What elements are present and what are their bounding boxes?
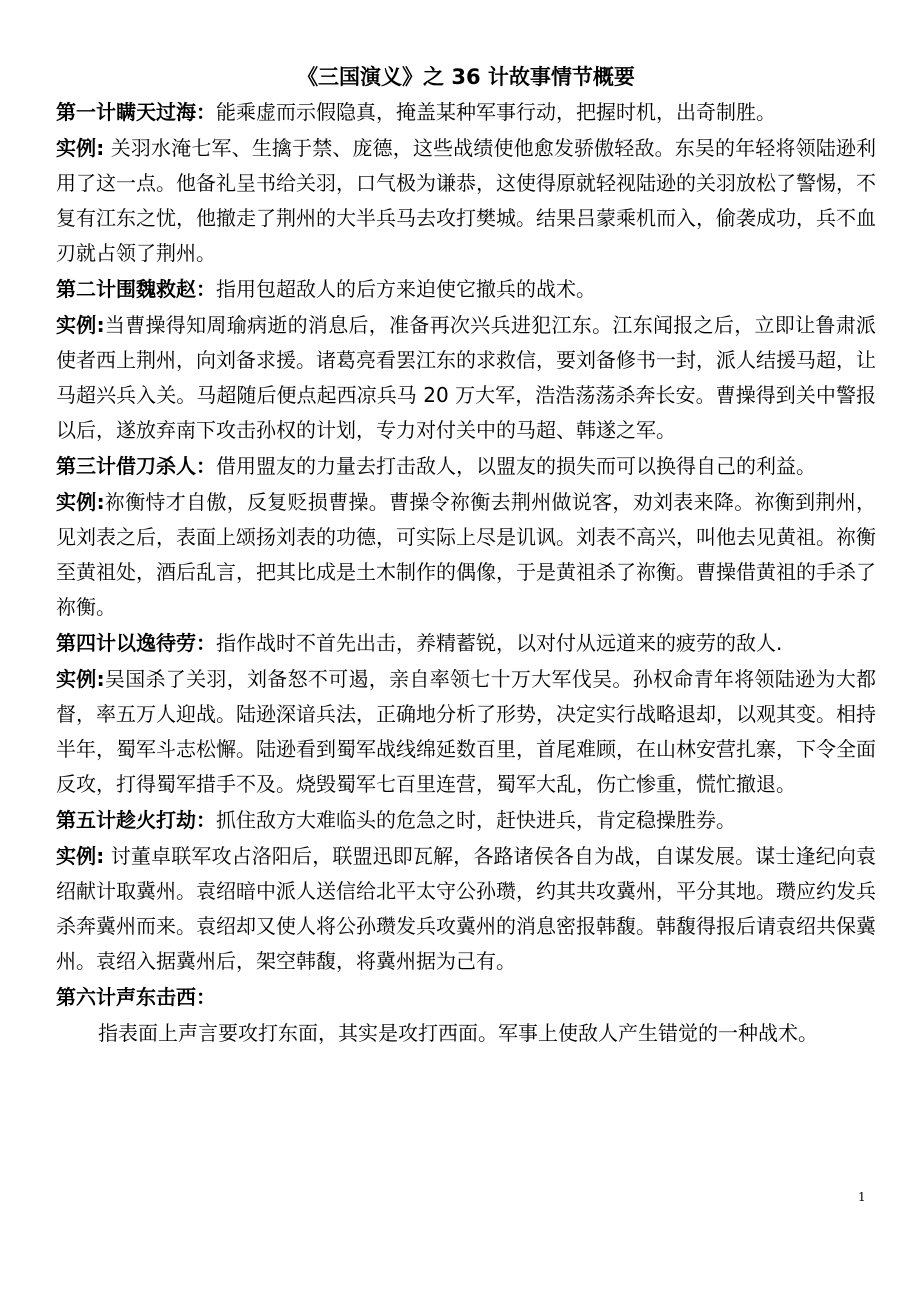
stratagem-6-definition: 指表面上声言要攻打东面，其实是攻打西面。军事上使敌人产生错觉的一种战术。 <box>98 1021 818 1045</box>
page-number: 1 <box>858 1190 866 1204</box>
stratagem-2-example <box>56 308 876 448</box>
stratagem-3-definition <box>56 449 876 484</box>
stratagem-2-example-label: 实例: <box>56 313 105 337</box>
stratagem-5-definition <box>56 803 876 838</box>
stratagem-1-example-text: 关羽水淹七军、生擒于禁、庞德，这些战绩使他愈发骄傲轻敌。东吴的年轻将领陆逊利用了这一点。他备礼呈书给关羽，口气极为谦恭，这使得原就轻视陆逊的关羽放松了警惕，不复有江东之忧，他撤走了荆州的大半兵马去攻打樊城。结果吕蒙乘机而入，偷袭成功，兵不血刃就占领了荆州。 <box>56 136 876 265</box>
stratagem-2-heading: 第二计围魏救赵： <box>56 277 216 301</box>
stratagem-4-example <box>56 662 876 802</box>
document-title: 《三国演义》之 36 计故事情节概要 <box>297 65 635 89</box>
stratagem-3-heading: 第三计借刀杀人： <box>56 454 216 478</box>
stratagem-4-example-label: 实例: <box>56 667 105 691</box>
stratagem-2-example-text: 当曹操得知周瑜病逝的消息后，准备再次兴兵进犯江东。江东闻报之后，立即让鲁肃派使者西上荆州，向刘备求援。诸葛亮看罢江东的求救信，要刘备修书一封，派人结援马超，让马超兴兵入关。马超随后便点起西凉兵马 20 万大军，浩浩荡荡杀奔长安。曹操得到关中警报以后，遂放弃南下攻击孙权的计划，专力对付关中的马超、韩遂之军。 <box>56 313 877 442</box>
stratagem-1-example-label: 实例: <box>56 136 105 160</box>
stratagem-5-example-label: 实例: <box>56 844 105 868</box>
stratagem-3-example <box>56 485 876 625</box>
stratagem-1-definition <box>56 95 876 130</box>
stratagem-4-example-text: 吴国杀了关羽，刘备怒不可遏，亲自率领七十万大军伐吴。孙权命青年将领陆逊为大都督，率五万人迎战。陆逊深谙兵法，正确地分析了形势，决定实行战略退却，以观其变。相持半年，蜀军斗志松懈。陆逊看到蜀军战线绵延数百里，首尾难顾，在山林安营扎寨，下令全面反攻，打得蜀军措手不及。烧毁蜀军七百里连营，蜀军大乱，伤亡惨重，慌忙撤退。 <box>56 667 877 796</box>
stratagem-2-definition-text: 指用包超敌人的后方来迫使它撤兵的战术。 <box>216 277 596 301</box>
stratagem-6-heading: 第六计声东击西： <box>56 985 216 1009</box>
stratagem-5-definition-text: 抓住敌方大难临头的危急之时，赶快进兵，肯定稳操胜券。 <box>216 808 736 832</box>
stratagem-4-heading: 第四计以逸待劳： <box>56 631 216 655</box>
stratagem-2-definition <box>56 272 876 307</box>
stratagem-5-example-text: 讨董卓联军攻占洛阳后，联盟迅即瓦解，各路诸侯各自为战，自谋发展。谋士逢纪向袁绍献计取冀州。袁绍暗中派人送信给北平太守公孙瓒，约其共攻冀州，平分其地。瓒应约发兵杀奔冀州而来。袁绍却又使人将公孙瓒发兵攻冀州的消息密报韩馥。韩馥得报后请袁绍共保冀州。袁绍入据冀州后，架空韩馥，将冀州据为己有。 <box>56 844 876 973</box>
stratagem-3-example-label: 实例: <box>56 490 105 514</box>
stratagem-1-example <box>56 131 876 271</box>
stratagem-4-definition <box>56 626 876 661</box>
stratagem-1-heading: 第一计瞒天过海： <box>56 100 216 124</box>
stratagem-4-definition-text: 指作战时不首先出击，养精蓄锐，以对付从远道来的疲劳的敌人. <box>216 631 783 655</box>
stratagem-5-example <box>56 839 876 979</box>
document-page <box>56 60 876 1051</box>
stratagem-1-definition-text: 能乘虚而示假隐真，掩盖某种军事行动，把握时机，出奇制胜。 <box>216 100 776 124</box>
stratagem-3-example-text: 祢衡恃才自傲，反复贬损曹操。曹操令祢衡去荆州做说客，劝刘表来降。祢衡到荆州，见刘表之后，表面上颂扬刘表的功德，可实际上尽是讥讽。刘表不高兴，叫他去见黄祖。祢衡至黄祖处，酒后乱言，把其比成是土木制作的偶像，于是黄祖杀了祢衡。曹操借黄祖的手杀了祢衡。 <box>56 490 877 619</box>
stratagem-5-heading: 第五计趁火打劫： <box>56 808 216 832</box>
stratagem-3-definition-text: 借用盟友的力量去打击敌人，以盟友的损失而可以换得自己的利益。 <box>216 454 816 478</box>
